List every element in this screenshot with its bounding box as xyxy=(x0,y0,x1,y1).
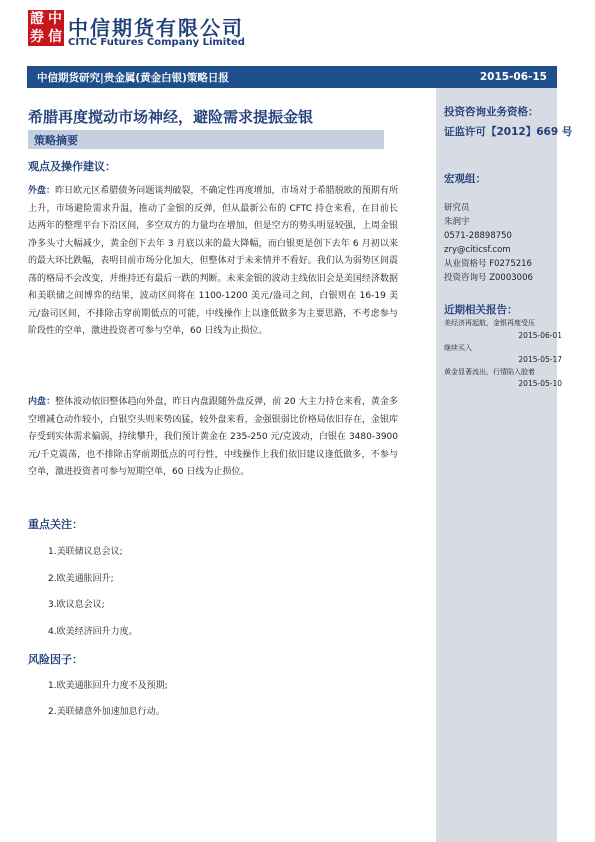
report-series-title: 中信期货研究|贵金属(黄金白银)策略日报 xyxy=(37,71,229,84)
inner-market-text: 整体波动依旧整体趋向外盘，昨日内盘跟随外盘反弹，前 20 大主力持仓来看，黄金多空增减仓动作较小，白银空头则来势凶猛，较外盘来看，金强银弱比价格局依旧存在，金银库存受到实体需求偏弱，持续攀升，我们预计黄金在 235-250 元/克波动，白银在 3480-3900 元/千克震荡，也不排除击穿前期低点的可行性，中线操作上我们依旧建议逢低做多，不参与空单，激进投资者可参与短期空单，60 日线为止损位。 xyxy=(28,397,398,477)
strategy-summary-bar: 策略摘要 xyxy=(28,130,384,149)
focus-item: 3.欧议息会议; xyxy=(48,600,105,610)
risk-item: 2.美联储意外加速加息行动。 xyxy=(48,707,165,717)
company-name-cn: 中信期货有限公司 xyxy=(68,16,244,40)
qualification-title: 投资咨询业务资格： xyxy=(444,106,539,118)
risk-section-title: 风险因子： xyxy=(28,653,83,666)
analyst-role: 研究员 xyxy=(444,203,470,213)
report-band xyxy=(27,66,557,88)
inner-market-paragraph xyxy=(28,394,398,482)
focus-item: 1.美联储议息会议; xyxy=(48,547,123,557)
report-link-date: 2015-05-17 xyxy=(518,355,562,364)
report-link[interactable]: 继续买入 xyxy=(444,344,472,352)
macro-group-title: 宏观组： xyxy=(444,173,486,185)
report-link[interactable]: 美经济再起航，金银再度受压 xyxy=(444,319,535,327)
view-section-title: 观点及操作建议： xyxy=(28,160,116,173)
headline: 希腊再度搅动市场神经，避险需求提振金银 xyxy=(28,108,314,126)
qualification-number: 证监许可【2012】669 号 xyxy=(444,126,573,138)
analyst-phone: 0571-28898750 xyxy=(444,231,512,241)
company-logo xyxy=(28,10,64,46)
logo-char: 券 xyxy=(30,29,44,45)
analyst-advisory-license: 投资咨询号 Z0003006 xyxy=(444,273,533,283)
analyst-license: 从业资格号 F0275216 xyxy=(444,259,532,269)
focus-item: 4.欧美经济回升力度。 xyxy=(48,627,138,637)
report-date: 2015-06-15 xyxy=(479,71,547,83)
risk-item: 1.欧美通胀回升力度不及预期; xyxy=(48,681,168,691)
recent-reports-title: 近期相关报告： xyxy=(444,304,518,316)
inner-market-lead: 内盘： xyxy=(28,397,56,407)
outer-market-paragraph xyxy=(28,183,398,341)
company-name-en: CITIC Futures Company Limited xyxy=(68,37,245,48)
outer-market-lead: 外盘： xyxy=(28,186,56,196)
logo-char: 中 xyxy=(48,11,62,27)
focus-item: 2.欧美通胀回升; xyxy=(48,574,114,584)
report-link-date: 2015-06-01 xyxy=(518,331,562,340)
outer-market-text: 昨日欧元区希腊债务问题谈判破裂，不确定性再度增加，市场对于希腊脱欧的预期有所上升，市场避险需求升温，推动了金银的反弹，但从最新公布的 CFTC 持仓来看，在目前长达两年的整理平台下沿区间，多空双方的力量均在增加，但是空方的势头明显较强，上周金银净多头寸大幅减少，黄金创下去年 3 月底以来的最大降幅，而白银更是创下去年 6 月初以来的最大环比跌幅，表明目前市场分化加大，但整体对于未来情并不看好。我们认为弱势区间震荡的格局不会改变，并维持还有最后一跌的判断。未来金银的波动主线依旧会是美国经济数据和美联储之间博弈的结果，波动区间将在 1100-1200 美元/盎司之间，白银则在 16-19 美元/盎司区间，不排除击穿前期低点的可能，中线操作上以逢低做多为主要思路，不考虑参与阶段性的空单，激进投资者可参与空单，60 日线为止损位。 xyxy=(28,186,398,336)
analyst-info xyxy=(444,201,533,285)
analyst-name: 朱润宇 xyxy=(444,217,470,227)
report-link-date: 2015-05-10 xyxy=(518,379,562,388)
analyst-email: zry@citicsf.com xyxy=(444,245,511,255)
logo-char: 證 xyxy=(30,11,44,27)
logo-char: 信 xyxy=(48,29,62,45)
focus-section-title: 重点关注： xyxy=(28,518,83,531)
report-link[interactable]: 黄金显著流出，行情陷入胶着 xyxy=(444,368,535,376)
